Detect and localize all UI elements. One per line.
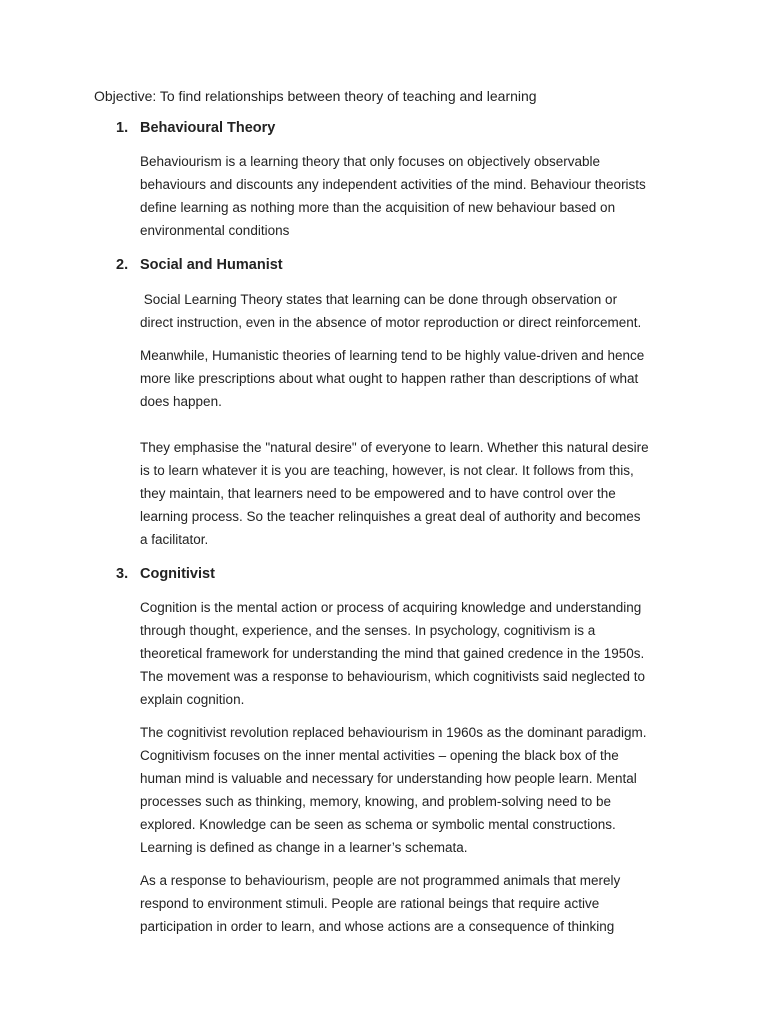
section-heading-cognitivist	[116, 564, 215, 584]
text-line: Meanwhile, Humanistic theories of learning tend to be highly value-driven and hence	[140, 348, 645, 363]
section-heading-behavioural-theory	[116, 118, 275, 138]
objective-text: Objective: To find relationships between theory of teaching and learning	[94, 88, 537, 104]
paragraph	[140, 344, 680, 413]
text-line: they maintain, that learners need to be empowered and to have control over the	[140, 486, 616, 501]
text-line: The movement was a response to behaviourism, which cognitivists said neglected to	[140, 669, 646, 684]
section-number: 1.	[116, 120, 129, 136]
text-line: environmental conditions	[140, 223, 290, 238]
section-number: 3.	[116, 566, 129, 582]
section-heading-social-and-humanist	[116, 255, 283, 275]
paragraph	[140, 721, 680, 859]
section-number: 2.	[116, 257, 129, 273]
section-title: Social and Humanist	[140, 257, 283, 273]
section-title: Behavioural Theory	[140, 120, 276, 136]
text-line: Behaviourism is a learning theory that only focuses on objectively observable	[140, 154, 601, 169]
text-line: participation in order to learn, and whose actions are a consequence of thinking	[140, 919, 615, 934]
text-line: Cognition is the mental action or process of acquiring knowledge and understanding	[140, 600, 642, 615]
text-line: is to learn whatever it is you are teaching, however, is not clear. It follows from this,	[140, 463, 634, 478]
text-line: define learning as nothing more than the acquisition of new behaviour based on	[140, 200, 616, 215]
text-line: explored. Knowledge can be seen as schema or symbolic mental constructions.	[140, 817, 616, 832]
text-line: more like prescriptions about what ought to happen rather than descriptions of what	[140, 371, 639, 386]
text-line: Social Learning Theory states that learning can be done through observation or	[140, 292, 618, 307]
text-line: They emphasise the "natural desire" of everyone to learn. Whether this natural desire	[140, 440, 649, 455]
text-line: through thought, experience, and the senses. In psychology, cognitivism is a	[140, 623, 596, 638]
section-title: Cognitivist	[140, 566, 215, 582]
text-line: behaviours and discounts any independent activities of the mind. Behaviour theorists	[140, 177, 646, 192]
text-line: As a response to behaviourism, people are not programmed animals that merely	[140, 873, 621, 888]
text-line: learning process. So the teacher relinquishes a great deal of authority and becomes	[140, 509, 641, 524]
paragraph	[140, 869, 680, 938]
text-line: does happen.	[140, 394, 222, 409]
text-line: The cognitivist revolution replaced behaviourism in 1960s as the dominant paradigm.	[140, 725, 647, 740]
text-line: Cognitivism focuses on the inner mental activities – opening the black box of the	[140, 748, 619, 763]
text-line: theoretical framework for understanding the mind that gained credence in the 1950s.	[140, 646, 645, 661]
text-line: a facilitator.	[140, 532, 209, 547]
paragraph	[140, 288, 680, 334]
text-line: human mind is valuable and necessary for understanding how people learn. Mental	[140, 771, 637, 786]
paragraph	[140, 596, 680, 711]
text-line: respond to environment stimuli. People are rational beings that require active	[140, 896, 600, 911]
text-line: Learning is defined as change in a learner’s schemata.	[140, 840, 468, 855]
paragraph	[140, 150, 680, 242]
text-line: processes such as thinking, memory, knowing, and problem-solving need to be	[140, 794, 611, 809]
text-line: direct instruction, even in the absence of motor reproduction or direct reinforcement.	[140, 315, 642, 330]
text-line: explain cognition.	[140, 692, 245, 707]
paragraph	[140, 436, 680, 551]
